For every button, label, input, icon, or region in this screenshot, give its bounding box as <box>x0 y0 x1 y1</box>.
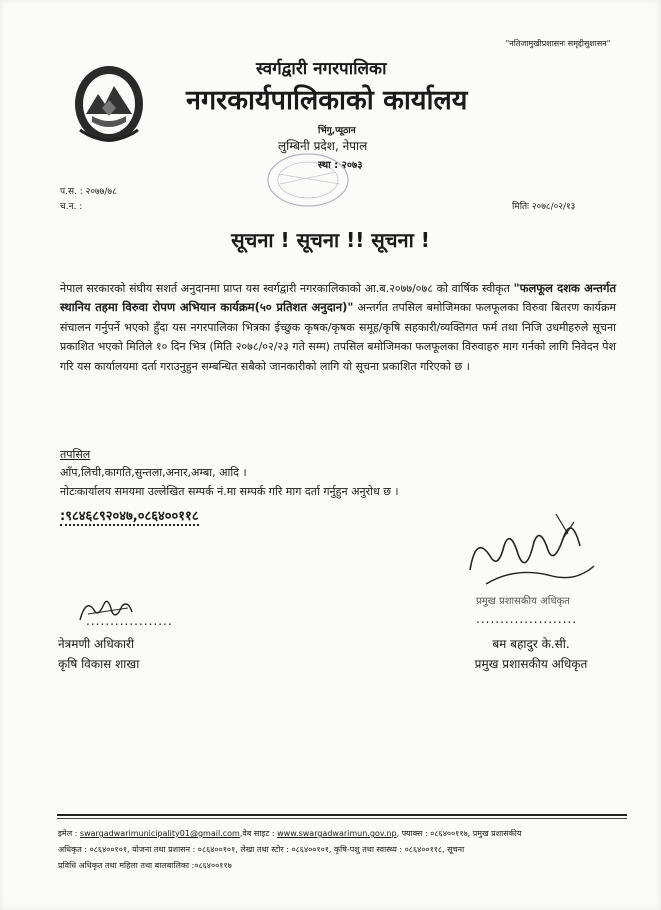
tapsil-items: आँप,लिची,कागति,सुन्तला,अनार,अम्बा, आदि । <box>60 466 247 479</box>
tapsil-heading: तपसिल <box>60 448 91 461</box>
notice-date: मितिः २०७८/०२/१३ <box>512 202 576 212</box>
body-details: अन्तर्गत तपसिल बमोजिमका फलफूलका विरुवा बितरण कार्यक्रम संचालन गर्नुपर्ने भएको हुँदा यस नगरपालिका भित्रका ईच्छुक कृषक/कृषक समूह/कृषि सहकारी/व्यक्तिगत फर्म तथा निजि उधमीहरुले सूचना प्रकाशित भएको मितिले १० दिन भित्र (मिति २०७८/०२/२३ गते सम्म) तपसिल बमोजिमका फलफूलका विरुवाहरु माग गर्नको लागि निवेदन पेश गरि यस कार्यालयमा दर्ता गराउनुहुन सम्बन्धित सबैको जानकारीको लागि यो सूचना प्रकाशित गरिएको छ । <box>60 301 616 373</box>
signatory-left <box>58 634 139 674</box>
web-label: ,वेब साइट : <box>239 829 278 838</box>
footer-line1 <box>58 826 628 842</box>
notice-body <box>60 279 616 376</box>
signatory-right-name: बम बहादुर के.सी. <box>492 637 570 651</box>
established-year: स्था : २०७३ <box>318 160 363 171</box>
footer-divider <box>57 814 627 816</box>
website-link[interactable]: www.swargadwarimun.gov.np <box>277 829 397 838</box>
reference-number: प.स. : २०७७/७८ <box>60 187 117 197</box>
body-intro: नेपाल सरकारको संघीय सशर्त अनुदानमा प्राप्त यस स्वर्गद्वारी नगरकालिकाको आ.ब.२०७७/०७८ को वार्षिक स्वीकृत <box>60 282 514 295</box>
motto: "नतिजामुखीप्रशासनः समृद्दीसुशासन" <box>505 39 611 48</box>
address-province: लुम्बिनी प्रदेश, नेपाल <box>278 139 368 153</box>
contact-note: नोटःकार्यालय समयमा उल्लेखित सम्पर्क नं.मा सम्पर्क गरि माग दर्ता गर्नुहुन अनुरोध छ । <box>60 485 399 498</box>
notice-title: सूचना ! सूचना !! सूचना ! <box>231 228 430 252</box>
signatory-left-name: नेत्रमणी अधिकारी <box>58 637 135 651</box>
signatory-right-role: प्रमुख प्रशासकीय अधिकृत <box>474 657 588 671</box>
svg-text:प्रमुख प्रशासकीय अधिकृत: प्रमुख प्रशासकीय अधिकृत <box>476 596 570 607</box>
signatory-right <box>436 634 626 674</box>
tapsil-section <box>60 446 247 482</box>
signature-line-right: ..................... <box>476 612 578 626</box>
signatory-left-role: कृषि विकास शाखा <box>58 657 140 671</box>
nepal-emblem-logo <box>72 64 146 148</box>
signature-right-icon <box>456 506 606 616</box>
footer-line2: अधिकृत : ०८६४००१०१, योजना तथा प्रशासन : ०८६४००१०१, लेखा तथा स्टोर : ०८६४००१०१, कृषि-पशु तथा स्वास्थ्य : ०८६४००११८, सूचना <box>58 845 465 854</box>
office-name: नगरकार्यपालिकाको कार्यालय <box>186 85 468 116</box>
program-name: "फलफूल दशक अन्तर्गत स्थानिय तहमा विरुवा रोपण अभियान कार्यक्रम(५० प्रतिशत अनुदान)" <box>60 281 616 315</box>
municipality-name: स्वर्गद्वारी नगरपालिका <box>256 59 387 79</box>
address-local: भिंगु,प्यूठान <box>318 126 356 136</box>
footer-contacts <box>58 826 628 874</box>
office-stamp-icon <box>262 140 354 210</box>
email-link[interactable]: swargadwarimunicipality01@gmail.com <box>79 829 240 838</box>
footer-line3: प्रविधि अधिकृत तथा महिला तथा बालबालिका :०८६४००११७ <box>58 861 232 870</box>
footer-divider-thin <box>57 818 627 819</box>
signature-line-left: .................. <box>86 614 173 628</box>
footer-line1-tail: , फ्याक्स : ०८६४००११७, प्रमुख प्रशासकीय <box>396 829 522 838</box>
dispatch-number: च.न. : <box>60 202 83 212</box>
email-label: इमेल : <box>58 829 80 838</box>
contact-phone: :९८४६८९२०४७,०८६४००११८ <box>60 506 199 526</box>
